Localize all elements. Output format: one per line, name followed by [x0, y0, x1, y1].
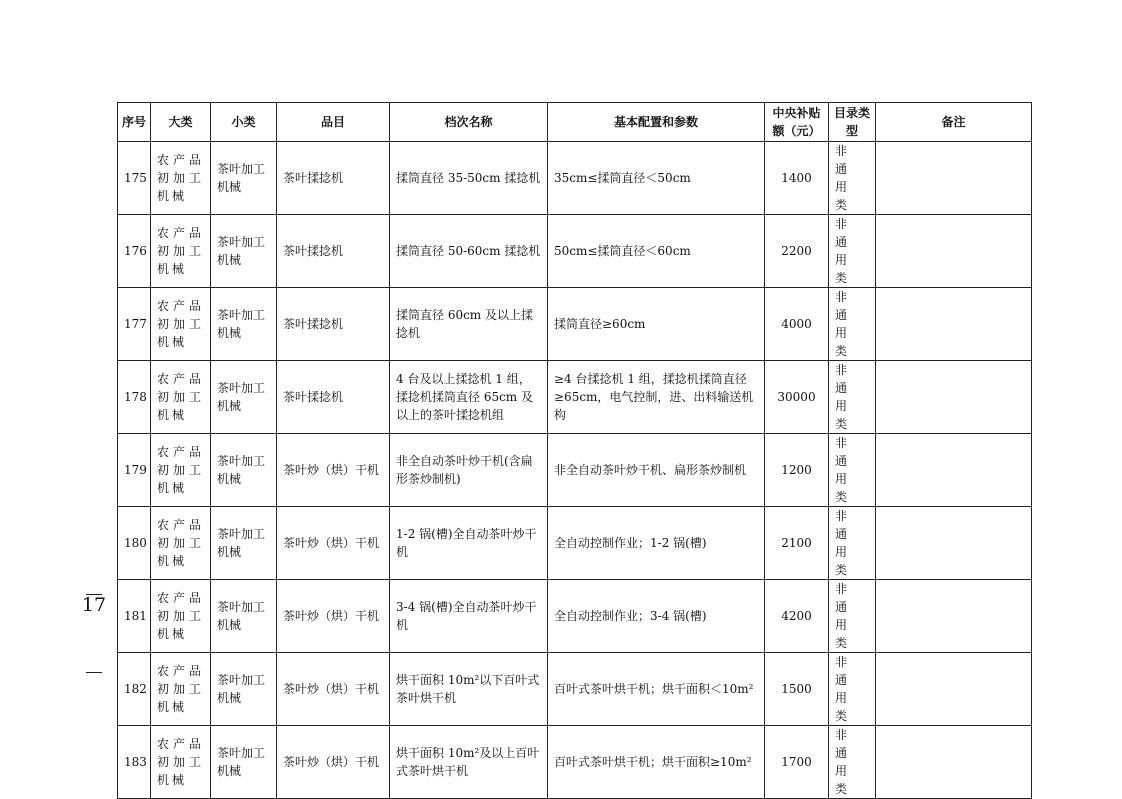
cell-grade-name: 4 台及以上揉捻机 1 组，揉捻机揉筒直径 65cm 及以上的茶叶揉捻机组 [390, 361, 548, 434]
cell-seq: 181 [118, 580, 151, 653]
cell-config: 全自动控制作业；3-4 锅(槽) [548, 580, 765, 653]
cell-subsidy: 1700 [765, 726, 829, 799]
cell-subsidy: 2200 [765, 215, 829, 288]
table-row [118, 507, 1032, 580]
cell-config: 全自动控制作业；1-2 锅(槽) [548, 507, 765, 580]
cell-subsidy: 2100 [765, 507, 829, 580]
cell-directory: 非通用类 [829, 653, 876, 726]
cell-seq: 183 [118, 726, 151, 799]
cell-item: 茶叶炒（烘）干机 [277, 434, 390, 507]
cell-grade-name: 揉筒直径 35-50cm 揉捻机 [390, 142, 548, 215]
table-row [118, 361, 1032, 434]
cell-config: 50cm≤揉筒直径＜60cm [548, 215, 765, 288]
cell-directory: 非通用类 [829, 288, 876, 361]
cell-seq: 179 [118, 434, 151, 507]
table-row [118, 215, 1032, 288]
cell-subcategory: 茶叶加工机械 [211, 215, 277, 288]
cell-config: 揉筒直径≥60cm [548, 288, 765, 361]
cell-subcategory: 茶叶加工机械 [211, 361, 277, 434]
cell-seq: 177 [118, 288, 151, 361]
cell-category: 农产品初加工机械 [151, 288, 211, 361]
cell-grade-name: 揉筒直径 60cm 及以上揉捻机 [390, 288, 548, 361]
cell-remarks [876, 215, 1032, 288]
cell-category: 农产品初加工机械 [151, 726, 211, 799]
cell-subcategory: 茶叶加工机械 [211, 653, 277, 726]
table-row [118, 580, 1032, 653]
cell-item: 茶叶炒（烘）干机 [277, 580, 390, 653]
table-header-row [118, 103, 1032, 142]
cell-category: 农产品初加工机械 [151, 215, 211, 288]
cell-directory: 非通用类 [829, 726, 876, 799]
cell-remarks [876, 726, 1032, 799]
cell-category: 农产品初加工机械 [151, 507, 211, 580]
cell-seq: 180 [118, 507, 151, 580]
cell-category: 农产品初加工机械 [151, 434, 211, 507]
header-subcategory: 小类 [211, 103, 277, 142]
cell-category: 农产品初加工机械 [151, 580, 211, 653]
cell-directory: 非通用类 [829, 580, 876, 653]
subsidy-table-container [117, 102, 1032, 799]
table-row [118, 726, 1032, 799]
cell-grade-name: 非全自动茶叶炒干机(含扁形茶炒制机) [390, 434, 548, 507]
cell-directory: 非通用类 [829, 507, 876, 580]
cell-config: 百叶式茶叶烘干机；烘干面积≥10m² [548, 726, 765, 799]
cell-remarks [876, 653, 1032, 726]
cell-seq: 175 [118, 142, 151, 215]
cell-directory: 非通用类 [829, 361, 876, 434]
header-grade-name: 档次名称 [390, 103, 548, 142]
cell-remarks [876, 434, 1032, 507]
cell-item: 茶叶炒（烘）干机 [277, 507, 390, 580]
cell-item: 茶叶揉捻机 [277, 215, 390, 288]
header-item: 品目 [277, 103, 390, 142]
table-row [118, 142, 1032, 215]
cell-config: 百叶式茶叶烘干机；烘干面积＜10m² [548, 653, 765, 726]
cell-config: 非全自动茶叶炒干机、扁形茶炒制机 [548, 434, 765, 507]
cell-subsidy: 30000 [765, 361, 829, 434]
cell-item: 茶叶揉捻机 [277, 361, 390, 434]
header-subsidy: 中央补贴额（元） [765, 103, 829, 142]
cell-item: 茶叶揉捻机 [277, 288, 390, 361]
cell-subsidy: 4000 [765, 288, 829, 361]
cell-subcategory: 茶叶加工机械 [211, 288, 277, 361]
cell-seq: 178 [118, 361, 151, 434]
cell-subcategory: 茶叶加工机械 [211, 142, 277, 215]
cell-remarks [876, 142, 1032, 215]
cell-config: 35cm≤揉筒直径＜50cm [548, 142, 765, 215]
page-number: 17 [81, 594, 107, 616]
cell-remarks [876, 361, 1032, 434]
cell-subsidy: 1400 [765, 142, 829, 215]
cell-directory: 非通用类 [829, 142, 876, 215]
table-row [118, 288, 1032, 361]
cell-subsidy: 1200 [765, 434, 829, 507]
page-number-dash-bottom [86, 672, 102, 673]
cell-remarks [876, 288, 1032, 361]
cell-subsidy: 4200 [765, 580, 829, 653]
cell-category: 农产品初加工机械 [151, 361, 211, 434]
header-category: 大类 [151, 103, 211, 142]
cell-grade-name: 1-2 锅(槽)全自动茶叶炒干机 [390, 507, 548, 580]
header-config: 基本配置和参数 [548, 103, 765, 142]
cell-grade-name: 烘干面积 10m²及以上百叶式茶叶烘干机 [390, 726, 548, 799]
cell-remarks [876, 507, 1032, 580]
cell-subcategory: 茶叶加工机械 [211, 580, 277, 653]
cell-seq: 176 [118, 215, 151, 288]
cell-subcategory: 茶叶加工机械 [211, 434, 277, 507]
cell-category: 农产品初加工机械 [151, 142, 211, 215]
header-remarks: 备注 [876, 103, 1032, 142]
cell-item: 茶叶揉捻机 [277, 142, 390, 215]
cell-subcategory: 茶叶加工机械 [211, 726, 277, 799]
cell-grade-name: 3-4 锅(槽)全自动茶叶炒干机 [390, 580, 548, 653]
cell-grade-name: 烘干面积 10m²以下百叶式茶叶烘干机 [390, 653, 548, 726]
cell-subsidy: 1500 [765, 653, 829, 726]
cell-config: ≥4 台揉捻机 1 组，揉捻机揉筒直径≥65cm，电气控制，进、出料输送机构 [548, 361, 765, 434]
cell-subcategory: 茶叶加工机械 [211, 507, 277, 580]
cell-directory: 非通用类 [829, 215, 876, 288]
cell-remarks [876, 580, 1032, 653]
table-row [118, 434, 1032, 507]
cell-seq: 182 [118, 653, 151, 726]
cell-category: 农产品初加工机械 [151, 653, 211, 726]
subsidy-table [117, 102, 1032, 799]
cell-item: 茶叶炒（烘）干机 [277, 653, 390, 726]
header-directory: 目录类型 [829, 103, 876, 142]
cell-directory: 非通用类 [829, 434, 876, 507]
cell-grade-name: 揉筒直径 50-60cm 揉捻机 [390, 215, 548, 288]
table-row [118, 653, 1032, 726]
cell-item: 茶叶炒（烘）干机 [277, 726, 390, 799]
header-seq: 序号 [118, 103, 151, 142]
